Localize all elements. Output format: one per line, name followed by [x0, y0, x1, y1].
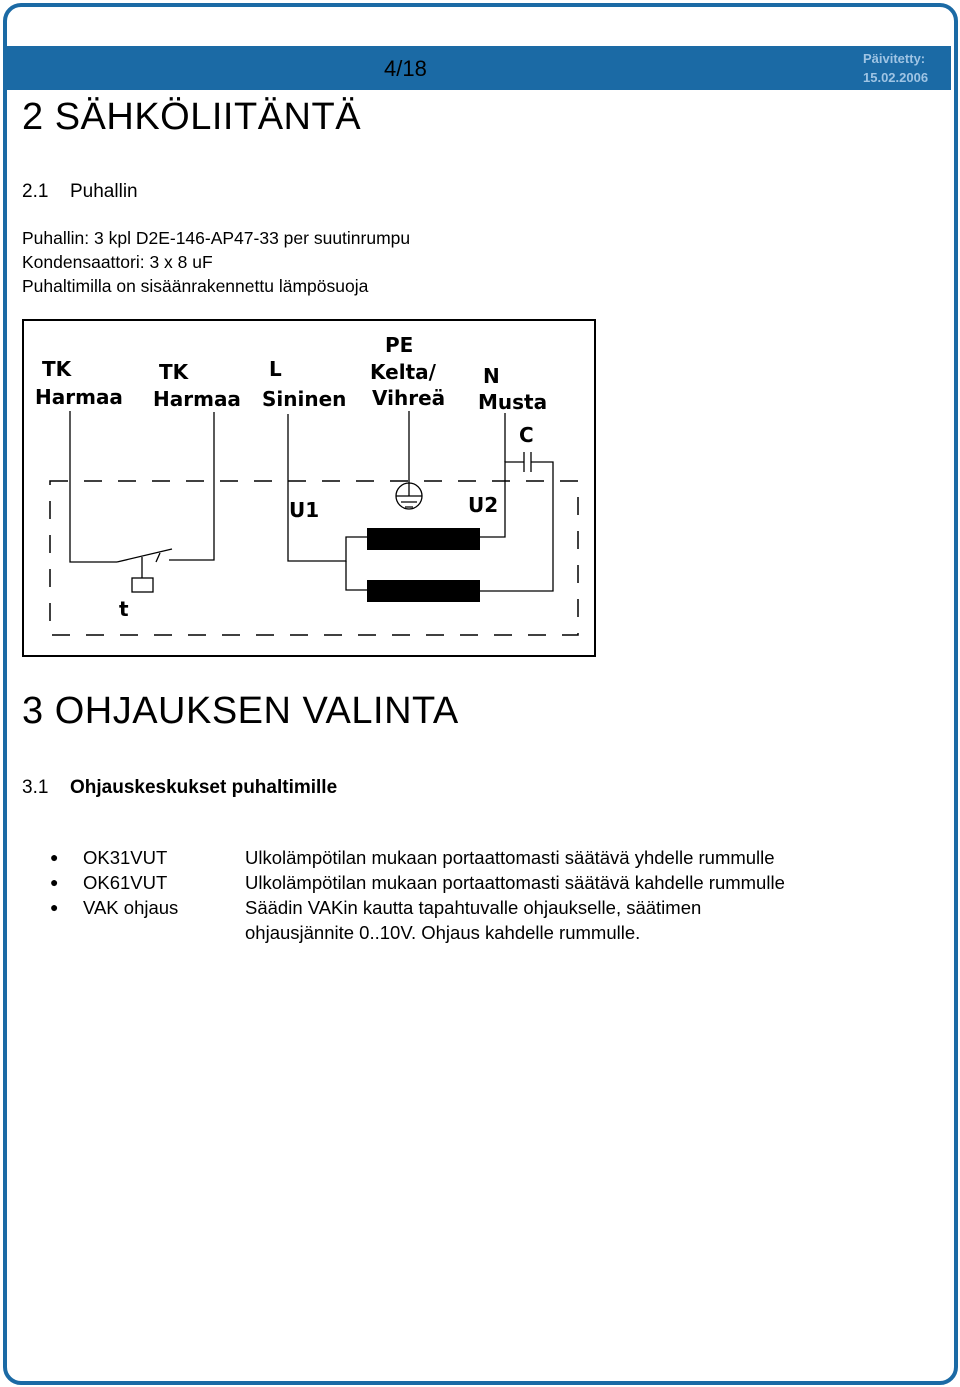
label-pe: PE — [385, 333, 414, 357]
item-description: Säädin VAKin kautta tapahtuvalle ohjaukselle, säätimen ohjausjännite 0..10V. Ohjaus kahdelle rummulle. — [245, 897, 702, 943]
label-t: t — [119, 597, 129, 621]
label-tk2-color: Harmaa — [153, 387, 241, 411]
item-description: Ulkolämpötilan mukaan portaattomasti säätävä yhdelle rummulle — [245, 847, 775, 868]
label-l: L — [269, 357, 282, 381]
list-item — [50, 895, 845, 945]
fan-description — [22, 226, 410, 298]
motor-winding-1 — [367, 528, 480, 550]
text-line: Puhaltimilla on sisäänrakennettu lämpösuoja — [22, 276, 369, 296]
section-3-1-heading — [22, 777, 337, 799]
text-line: Kondensaattori: 3 x 8 uF — [22, 252, 213, 272]
section-number: 3.1 — [22, 777, 49, 798]
label-tk2: TK — [159, 360, 189, 384]
bullet-icon: ● — [50, 899, 59, 915]
label-tk1: TK — [42, 357, 72, 381]
page-number: 4/18 — [384, 56, 427, 81]
label-tk1-color: Harmaa — [35, 385, 123, 409]
label-l-color: Sininen — [262, 387, 347, 411]
control-unit-list — [50, 845, 845, 945]
label-pe-color-1: Kelta/ — [370, 360, 436, 384]
bullet-icon: ● — [50, 874, 59, 890]
label-n: N — [483, 364, 500, 388]
item-name: VAK ohjaus — [83, 897, 179, 918]
section-2-1-heading — [22, 181, 138, 203]
item-name: OK61VUT — [83, 872, 168, 893]
diagram-border — [23, 320, 595, 656]
label-u2: U2 — [468, 493, 499, 517]
label-n-color: Musta — [478, 390, 548, 414]
item-name: OK31VUT — [83, 847, 168, 868]
list-item — [50, 870, 845, 895]
updated-label: Päivitetty: — [863, 51, 926, 66]
section-3-title: 3 OHJAUKSEN VALINTA — [22, 690, 459, 732]
section-number: 2.1 — [22, 181, 49, 202]
motor-winding-2 — [367, 580, 480, 602]
updated-info — [863, 49, 928, 87]
label-pe-color-2: Vihreä — [372, 386, 446, 410]
section-2-title: 2 SÄHKÖLIITÄNTÄ — [22, 96, 362, 138]
label-u1: U1 — [289, 498, 320, 522]
label-c: C — [519, 423, 534, 447]
text-line: Puhallin: 3 kpl D2E-146-AP47-33 per suutinrumpu — [22, 228, 411, 248]
section-title: Puhallin — [70, 181, 138, 202]
item-description: Ulkolämpötilan mukaan portaattomasti säätävä kahdelle rummulle — [245, 872, 785, 893]
updated-date: 15.02.2006 — [863, 70, 929, 85]
list-item — [50, 845, 845, 870]
bullet-icon: ● — [50, 849, 59, 865]
section-title: Ohjauskeskukset puhaltimille — [70, 777, 338, 798]
wiring-diagram — [22, 319, 596, 657]
